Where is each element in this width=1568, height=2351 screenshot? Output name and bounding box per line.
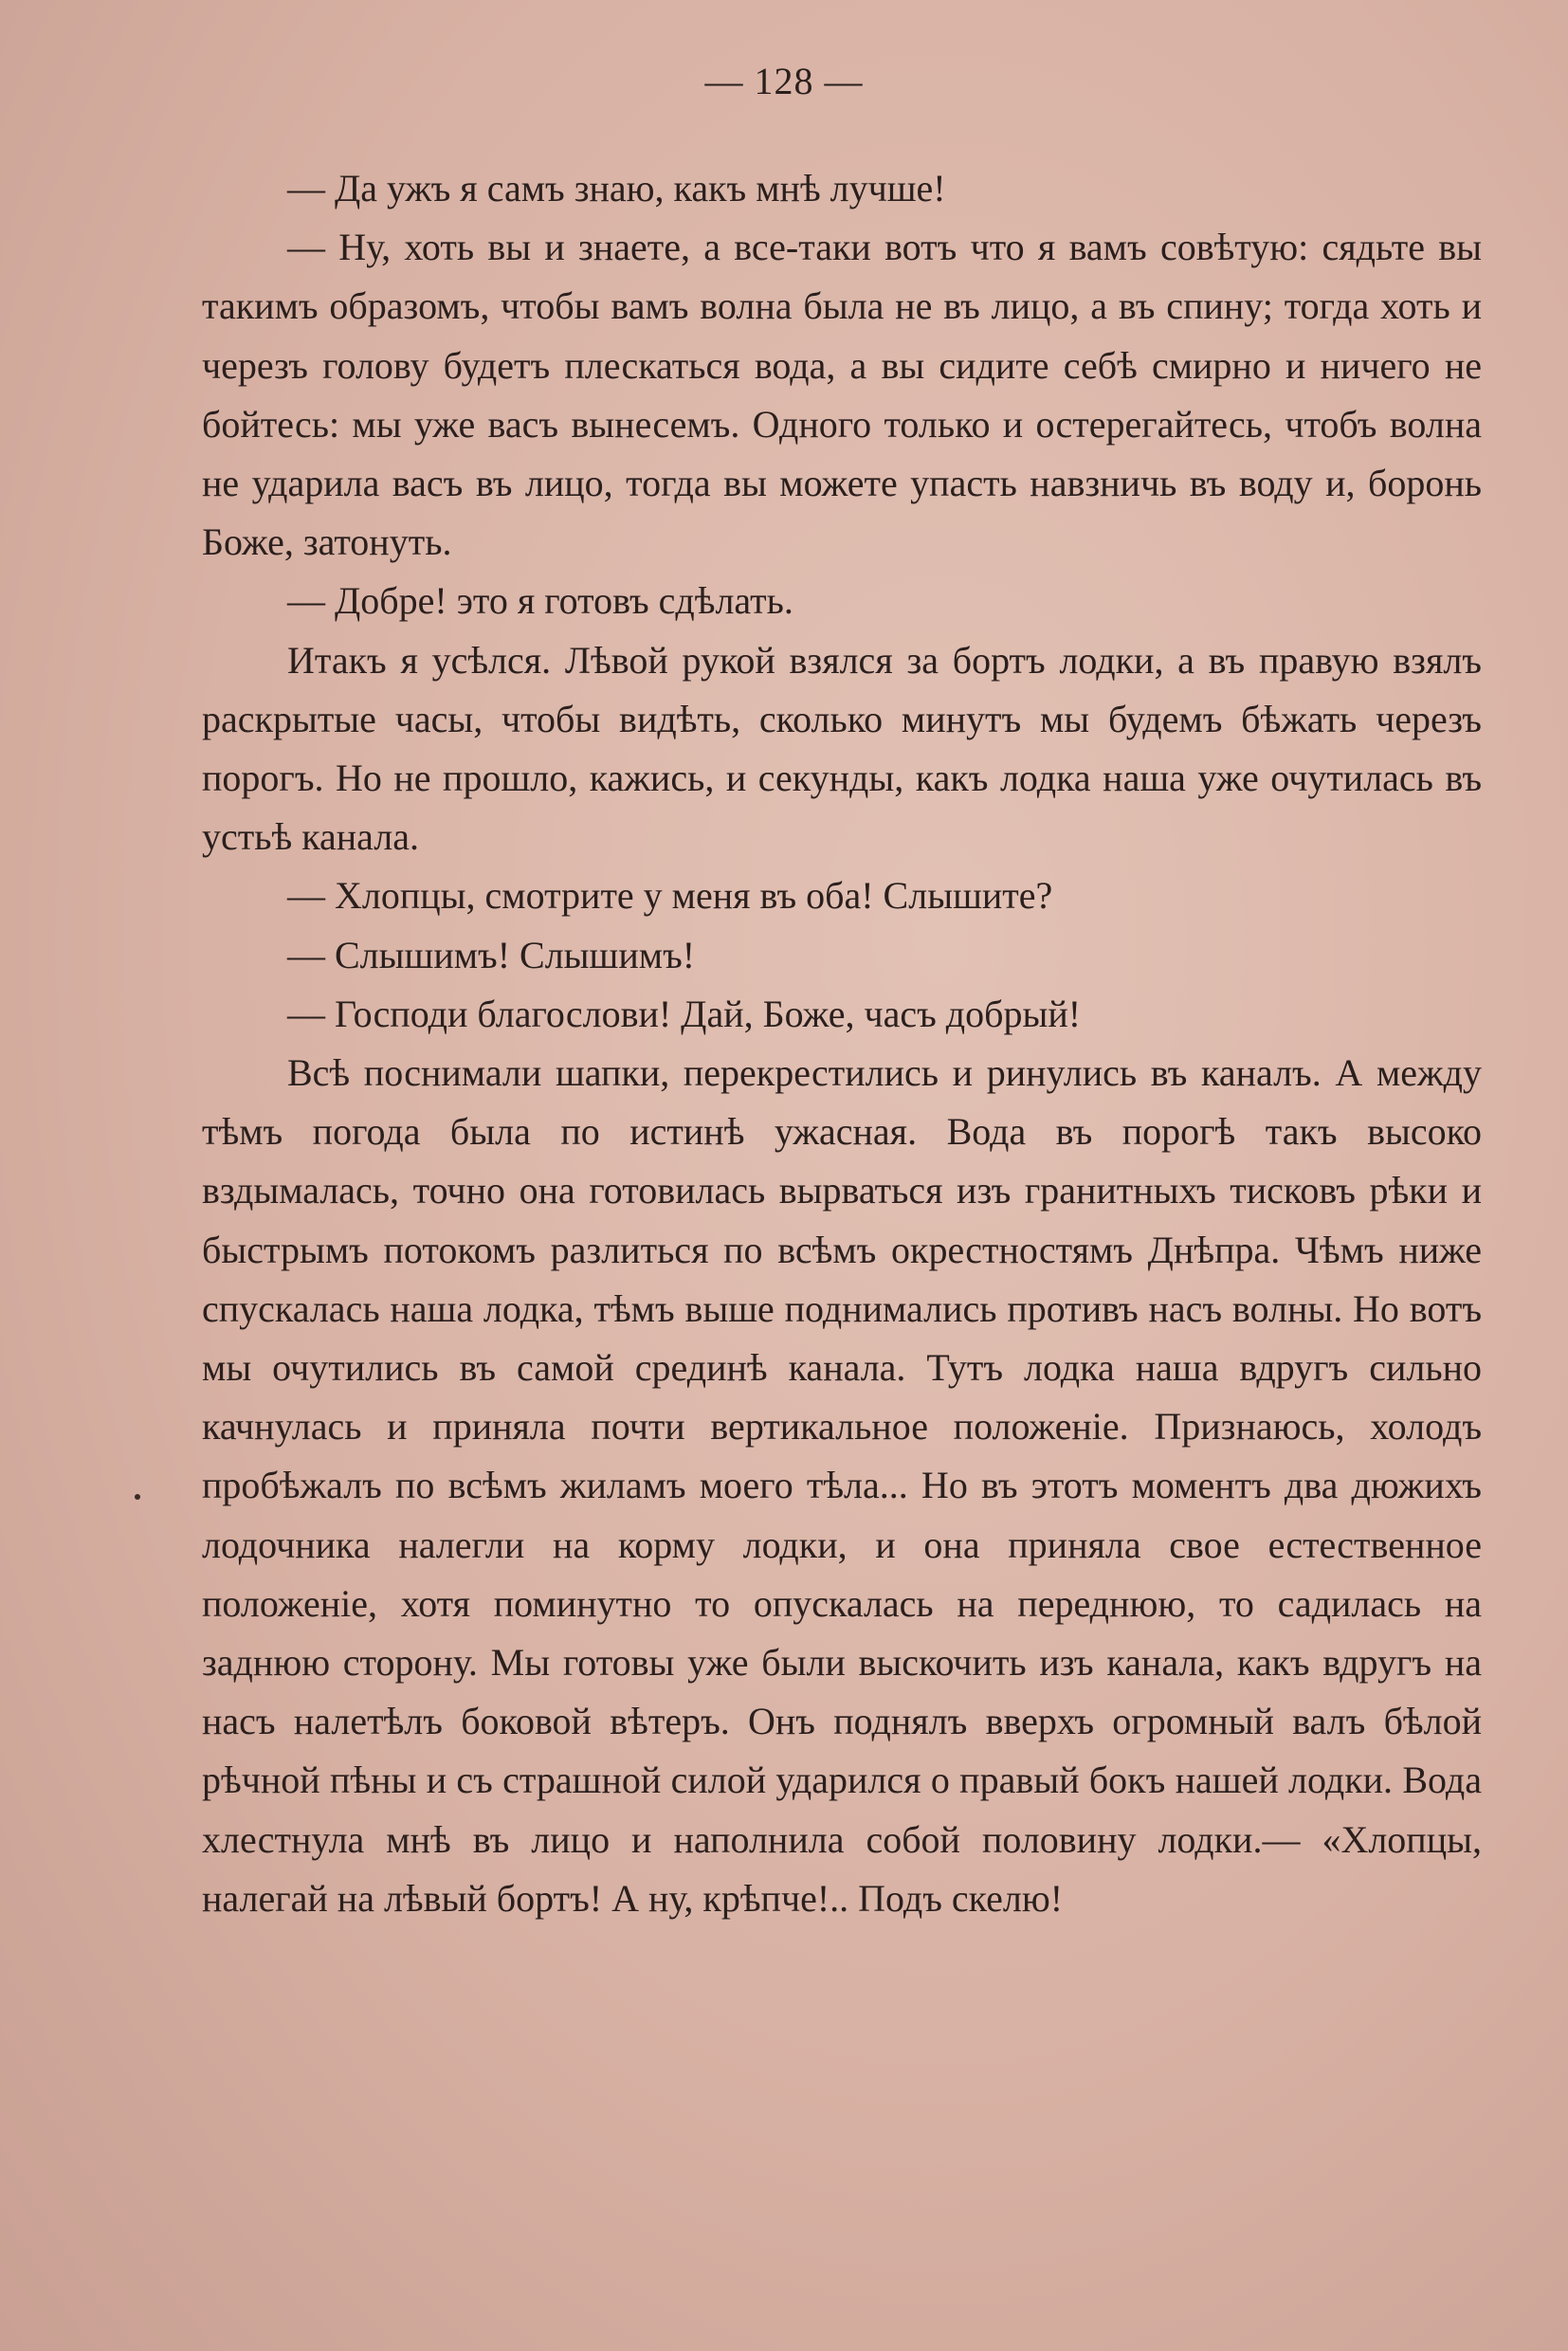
- paragraph: Всѣ поснимали шапки, перекрестились и ринулись въ каналъ. А между тѣмъ погода была по истинѣ ужасная. Вода въ порогѣ такъ высоко вздымалась, точно она готовилась вырваться изъ гранитныхъ тисковъ рѣки и быстрымъ потокомъ разлиться по всѣмъ окрестностямъ Днѣпра. Чѣмъ ниже спускалась наша лодка, тѣмъ выше поднимались противъ насъ волны. Но вотъ мы очутились въ самой срединѣ канала. Тутъ лодка наша вдругъ сильно качнулась и приняла почти вертикальное положеніе. Признаюсь, холодъ пробѣжалъ по всѣмъ жиламъ моего тѣла... Но въ этотъ моментъ два дюжихъ лодочника налегли на корму лодки, и она приняла свое естественное положеніе, хотя поминутно то опускалась на переднюю, то садилась на заднюю сторону. Мы готовы уже были выскочить изъ канала, какъ вдругъ на насъ налетѣлъ боковой вѣтеръ. Онъ поднялъ вверхъ огромный валъ бѣлой рѣчной пѣны и съ страшной силой ударился о правый бокъ нашей лодки. Вода хлестнула мнѣ въ лицо и наполнила собой половину лодки.— «Хлопцы, налегай на лѣвый бортъ! А ну, крѣпче!.. Подъ скелю!: [202, 1051, 1482, 1920]
- page-number: — 128 —: [704, 60, 864, 102]
- paragraph: — Добре! это я готовъ сдѣлать.: [287, 579, 793, 623]
- paragraph: — Слышимъ! Слышимъ!: [287, 933, 696, 976]
- paragraph: — Ну, хоть вы и знаете, а все-таки вотъ что я вамъ совѣтую: сядьте вы такимъ образомъ, чтобы вамъ волна была не въ лицо, а въ спину; тогда хоть и черезъ голову будетъ плескаться вода, а вы сидите себѣ смирно и ничего не бойтесь: мы уже васъ вынесемъ. Одного только и остерегайтесь, чтобъ волна не ударила васъ въ лицо, тогда вы можете упасть навзничь въ воду и, боронь Боже, затонуть.: [202, 226, 1482, 564]
- paragraph: — Да ужъ я самъ знаю, какъ мнѣ лучше!: [287, 167, 946, 210]
- body-text: [202, 159, 1482, 1928]
- paragraph: — Хлопцы, смотрите у меня въ оба! Слышите?: [287, 874, 1053, 918]
- ink-speck: [135, 1494, 140, 1500]
- paragraph: Итакъ я усѣлся. Лѣвой рукой взялся за бортъ лодки, а въ правую взялъ раскрытые часы, чтобы видѣть, сколько минутъ мы будемъ бѣжать черезъ порогъ. Но не прошло, кажись, и секунды, какъ лодка наша уже очутилась въ устьѣ канала.: [202, 638, 1482, 859]
- paragraph: — Господи благослови! Дай, Боже, часъ добрый!: [287, 992, 1082, 1035]
